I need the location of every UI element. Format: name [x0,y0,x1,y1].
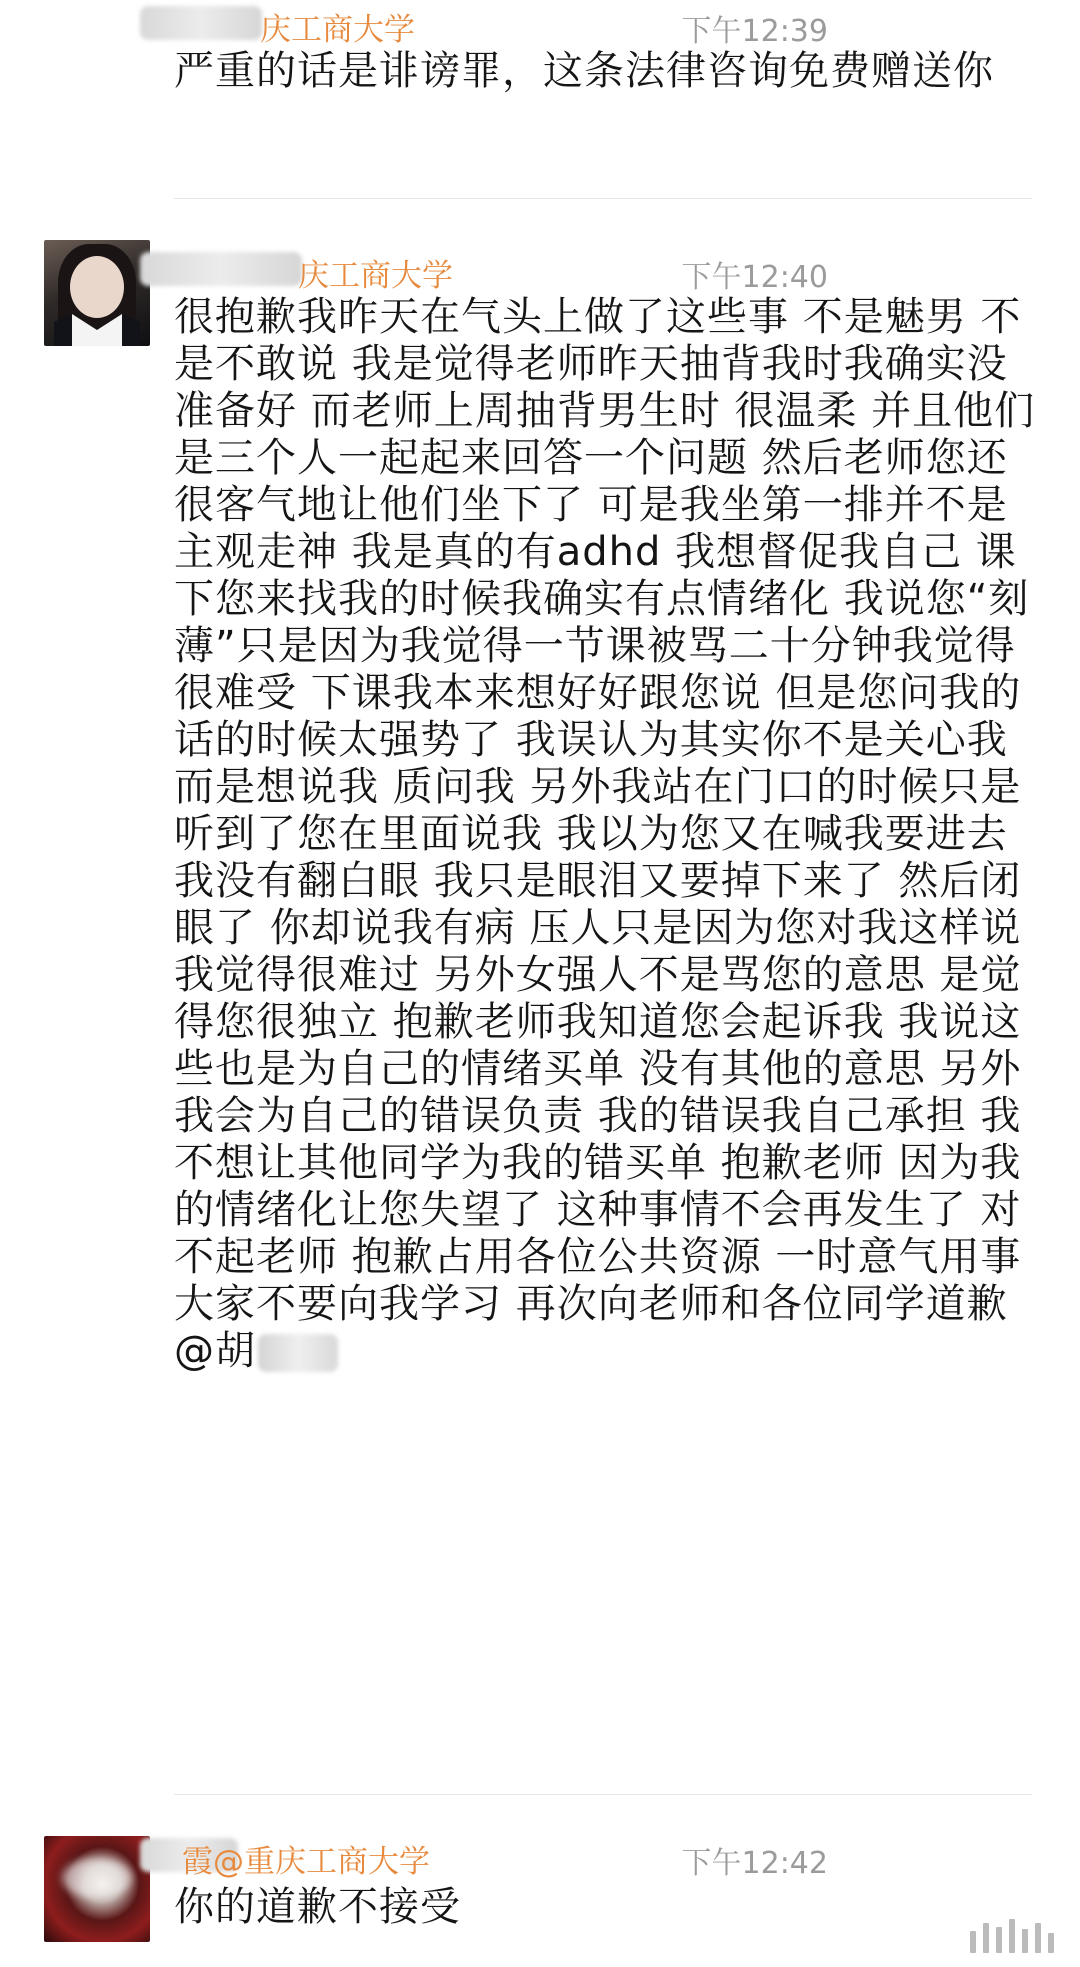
watermark-icon [970,1919,1054,1953]
school-label[interactable]: 庆工商大学 [298,258,453,294]
school-label[interactable]: 庆工商大学 [260,12,415,48]
name-fragment: 霞 [182,1844,213,1880]
comment-item [0,1800,1080,1967]
comment-time: 下午12:42 [681,1846,828,1881]
comment-time: 下午12:39 [681,14,828,49]
divider [174,1794,1032,1795]
username-blurred[interactable] [140,6,262,40]
comment-item [0,200,1080,1800]
avatar[interactable] [44,1836,150,1942]
school-name: @重庆工商大学 [213,1844,430,1880]
school-label[interactable] [182,1836,430,1881]
divider [174,198,1032,199]
comment-text: 严重的话是诽谤罪，这条法律咨询免费赠送你 [174,48,994,94]
comment-time: 下午12:40 [681,260,828,295]
avatar[interactable] [44,240,150,346]
username-blurred[interactable] [140,252,302,286]
mention-blurred[interactable] [258,1334,338,1372]
comment-item [0,0,1080,200]
comment-text-content: 很抱歉我昨天在气头上做了这些事 不是魅男 不是不敢说 我是觉得老师昨天抽背我时我确实没准备好 而老师上周抽背男生时 很温柔 并且他们是三个人一起起来回答一个问题 然后老师您还很客气地让他们坐下了 可是我坐第一排并不是主观走神 我是真的有adhd 我想督促我自己 课下您来找我的时候我确实有点情绪化 我说您“刻薄”只是因为我觉得一节课被骂二十分钟我觉得很难受 下课我本来想好好跟您说 但是您问我的话的时候太强势了 我误认为其实你不是关心我 而是想说我 质问我 另外我站在门口的时候只是听到了您在里面说我 我以为您又在喊我要进去 我没有翻白眼 我只是眼泪又要掉下来了 然后闭眼了 你却说我有病 压人只是因为您对我这样说 我觉得很难过 另外女强人不是骂您的意思 是觉得您很独立 抱歉老师我知道您会起诉我 我说这些也是为自己的情绪买单 没有其他的意思 另外我会为自己的错误负责 我的错误我自己承担 我不想让其他同学为我的错买单 抱歉老师 因为我的情绪化让您失望了 这种事情不会再发生了 对不起老师 抱歉占用各位公共资源 一时意气用事 大家不要向我学习 再次向老师和各位同学道歉@胡 [174,294,1036,1374]
comment-text [174,294,1044,1375]
comment-text: 你的道歉不接受 [174,1884,461,1930]
